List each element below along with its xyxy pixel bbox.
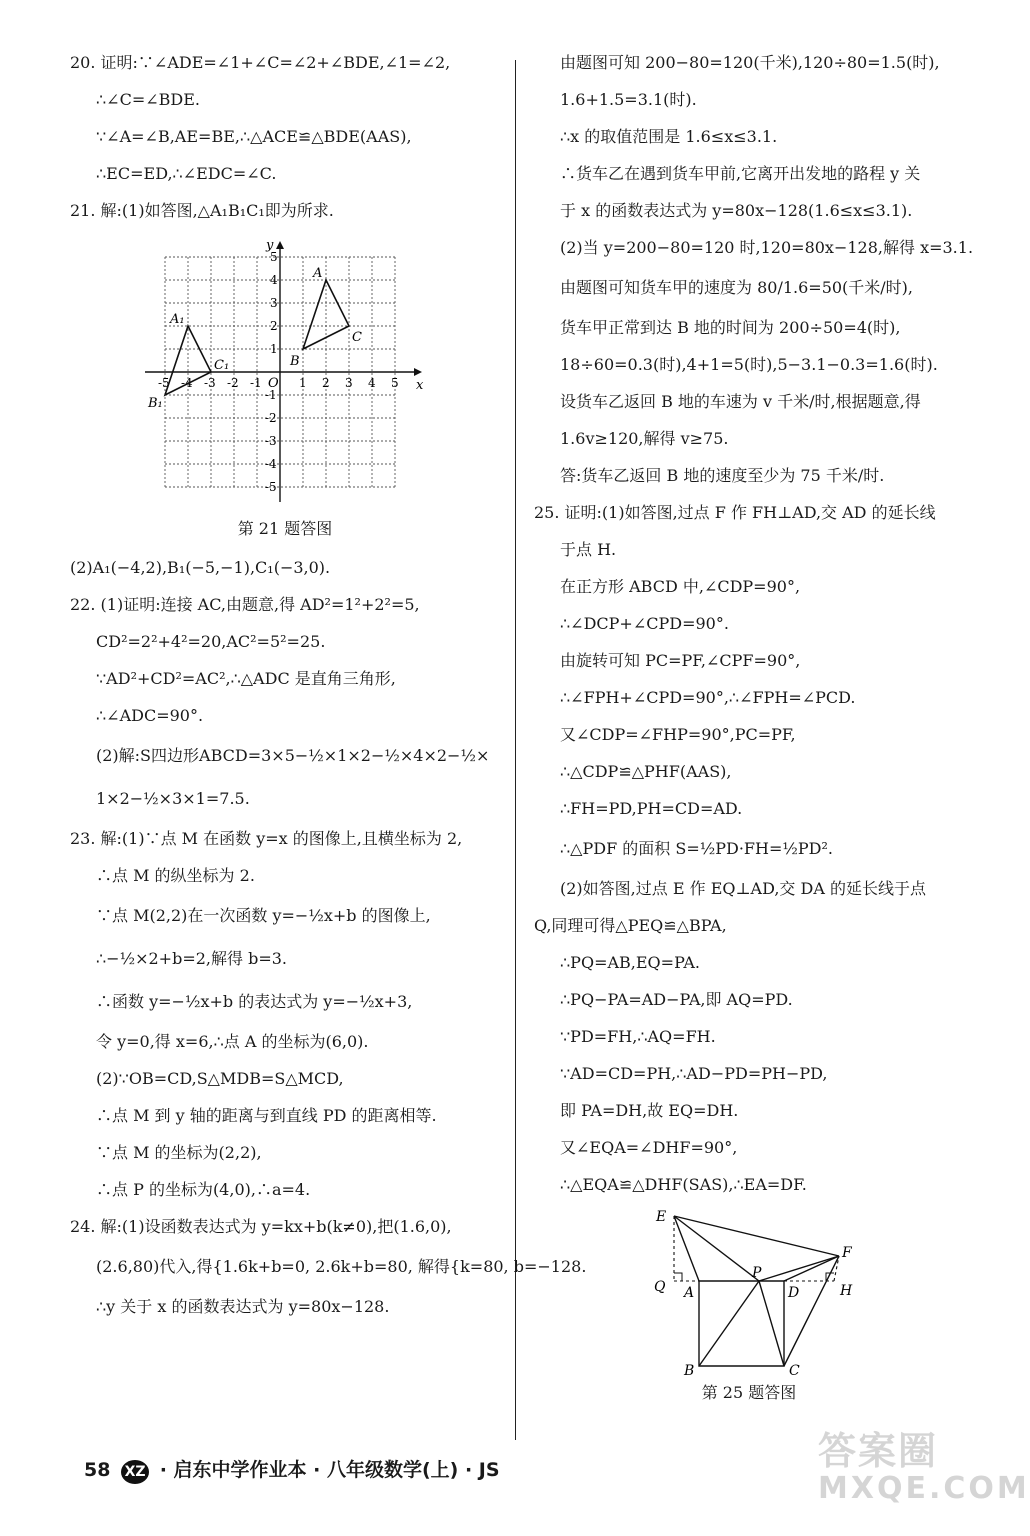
label-b: B xyxy=(290,354,300,369)
y-tick: 3 xyxy=(270,296,278,310)
watermark-text: 答案圈 xyxy=(818,1429,939,1473)
label-f: F xyxy=(842,1245,852,1261)
label-c: C xyxy=(352,330,362,345)
q24-line-9: (2)当 y=200−80=120 时,120=80x−128,解得 x=3.1. xyxy=(560,238,974,257)
label-b1: B₁ xyxy=(148,396,163,411)
segment-pb xyxy=(699,1281,759,1366)
label-d: D xyxy=(788,1285,800,1301)
label-e: E xyxy=(656,1209,667,1225)
label-p: P xyxy=(752,1265,762,1281)
y-tick: -2 xyxy=(265,411,277,425)
label-a: A xyxy=(684,1285,695,1301)
q24-line-12: 18÷60=0.3(时),4+1=5(时),5−3.1−0.3=1.6(时). xyxy=(560,355,938,374)
q23-line-6: 令 y=0,得 x=6,∴点 A 的坐标为(6,0). xyxy=(96,1032,369,1051)
q25-line-10: ∴△PDF 的面积 S=½PD·FH=½PD². xyxy=(560,839,833,858)
column-divider xyxy=(515,60,516,1440)
q24-line-1: 24. 解:(1)设函数表达式为 y=kx+b(k≠0),把(1.6,0), xyxy=(70,1217,452,1236)
q25-line-17: 即 PA=DH,故 EQ=DH. xyxy=(560,1101,739,1120)
q22-line-6: 1×2−½×3×1=7.5. xyxy=(96,789,250,808)
label-a1: A₁ xyxy=(170,312,185,327)
y-tick: -5 xyxy=(265,480,277,494)
label-h: H xyxy=(840,1283,853,1299)
x-tick: -2 xyxy=(227,376,239,390)
segment-pc xyxy=(759,1281,784,1366)
q22-line-2: CD²=2²+4²=20,AC²=5²=25. xyxy=(96,632,326,651)
figure-21-caption: 第 21 题答图 xyxy=(237,519,333,538)
q24-line-14: 1.6v≥120,解得 v≥75. xyxy=(560,429,729,448)
q20-line-1: 20. 证明:∵∠ADE=∠1+∠C=∠2+∠BDE,∠1=∠2, xyxy=(70,53,451,72)
q20-line-3: ∵∠A=∠B,AE=BE,∴△ACE≌△BDE(AAS), xyxy=(96,127,412,146)
y-tick: -1 xyxy=(265,388,277,402)
q25-line-9: ∴FH=PD,PH=CD=AD. xyxy=(560,799,743,818)
q24-line-5: 1.6+1.5=3.1(时). xyxy=(560,90,697,109)
segment-pf xyxy=(759,1256,839,1281)
y-tick: 1 xyxy=(270,342,278,356)
y-tick: -3 xyxy=(265,434,277,448)
q22-line-3: ∵AD²+CD²=AC²,∴△ADC 是直角三角形, xyxy=(96,669,396,688)
q25-line-8: ∴△CDP≌△PHF(AAS), xyxy=(560,762,732,781)
left-column xyxy=(70,52,587,1333)
q25-line-4: ∴∠DCP+∠CPD=90°. xyxy=(560,614,729,633)
x-axis-label: x xyxy=(416,378,424,393)
y-tick: 4 xyxy=(270,273,278,287)
q25-line-2: 于点 H. xyxy=(560,540,617,559)
book-title: · 启东中学作业本 · 八年级数学(上) · JS xyxy=(159,1459,500,1481)
segment-ef xyxy=(674,1216,839,1256)
page-number: 58 xyxy=(84,1459,111,1481)
right-column xyxy=(534,52,974,1421)
page-footer xyxy=(84,1455,500,1484)
q22-line-4: ∴∠ADC=90°. xyxy=(96,706,204,725)
q25-line-19: ∴△EQA≌△DHF(SAS),∴EA=DF. xyxy=(560,1175,807,1194)
q23-line-9: ∵点 M 的坐标为(2,2), xyxy=(96,1143,262,1162)
x-tick: 4 xyxy=(368,376,376,390)
q24-line-3: ∴y 关于 x 的函数表达式为 y=80x−128. xyxy=(96,1297,390,1316)
figure-21 xyxy=(140,237,430,512)
y-axis-label: y xyxy=(266,238,274,253)
x-tick: 5 xyxy=(391,376,399,390)
q21-line-1: 21. 解:(1)如答图,△A₁B₁C₁即为所求. xyxy=(70,201,334,220)
q22-line-1: 22. (1)证明:连接 AC,由题意,得 AD²=1²+2²=5, xyxy=(70,595,420,614)
q23-line-5: ∴函数 y=−½x+b 的表达式为 y=−½x+3, xyxy=(96,992,413,1011)
q23-line-1: 23. 解:(1)∵点 M 在函数 y=x 的图像上,且横坐标为 2, xyxy=(70,829,463,848)
q23-line-8: ∴点 M 到 y 轴的距离与到直线 PD 的距离相等. xyxy=(96,1106,437,1125)
x-tick: -1 xyxy=(250,376,262,390)
label-a: A xyxy=(313,266,323,281)
y-tick: 5 xyxy=(270,250,278,264)
q24-line-2: (2.6,80)代入,得{1.6k+b=0, 2.6k+b=80, 解得{k=80, b=−128. xyxy=(96,1257,587,1276)
q24-line-10: 由题图可知货车甲的速度为 80/1.6=50(千米/时), xyxy=(560,278,914,297)
x-tick: -3 xyxy=(204,376,216,390)
y-tick: -4 xyxy=(265,457,277,471)
q24-line-8: 于 x 的函数表达式为 y=80x−128(1.6≤x≤3.1). xyxy=(560,201,913,220)
x-tick: -4 xyxy=(181,376,193,390)
q23-line-10: ∴点 P 的坐标为(4,0),∴a=4. xyxy=(96,1180,311,1199)
segment-df xyxy=(784,1256,839,1281)
figure-25-caption: 第 25 题答图 xyxy=(701,1383,797,1402)
q24-line-15: 答:货车乙返回 B 地的速度至少为 75 千米/时. xyxy=(560,466,885,485)
figure-25 xyxy=(634,1209,864,1379)
label-c1: C₁ xyxy=(214,358,230,373)
q24-line-13: 设货车乙返回 B 地的车速为 v 千米/时,根据题意,得 xyxy=(560,392,921,411)
x-tick: 1 xyxy=(299,376,307,390)
q24-line-4: 由题图可知 200−80=120(千米),120÷80=1.5(时), xyxy=(560,53,940,72)
watermark-logo xyxy=(818,1420,1030,1520)
q24-line-7: ∴货车乙在遇到货车甲前,它离开出发地的路程 y 关 xyxy=(560,164,921,183)
q25-line-14: ∴PQ−PA=AD−PA,即 AQ=PD. xyxy=(560,990,793,1009)
q20-line-4: ∴EC=ED,∴∠EDC=∠C. xyxy=(96,164,277,183)
q24-line-6: ∴x 的取值范围是 1.6≤x≤3.1. xyxy=(560,127,778,146)
right-angle-q xyxy=(674,1273,682,1281)
x-axis-arrow xyxy=(414,368,422,376)
figure-25-lines xyxy=(674,1216,839,1366)
label-b: B xyxy=(684,1363,695,1379)
q23-line-7: (2)∵OB=CD,S△MDB=S△MCD, xyxy=(96,1069,344,1088)
figure-21-graph xyxy=(140,237,430,512)
x-tick: -5 xyxy=(158,376,170,390)
x-tick: 2 xyxy=(322,376,330,390)
q23-line-3: ∵点 M(2,2)在一次函数 y=−½x+b 的图像上, xyxy=(96,906,431,925)
origin-label: O xyxy=(268,376,279,391)
q25-line-15: ∵PD=FH,∴AQ=FH. xyxy=(560,1027,716,1046)
q25-line-11: (2)如答图,过点 E 作 EQ⊥AD,交 DA 的延长线于点 xyxy=(560,879,926,898)
q25-line-7: 又∠CDP=∠FHP=90°,PC=PF, xyxy=(560,725,796,744)
y-axis-arrow xyxy=(276,241,284,249)
q25-line-5: 由旋转可知 PC=PF,∠CPF=90°, xyxy=(560,651,801,670)
q23-line-4: ∴−½×2+b=2,解得 b=3. xyxy=(96,949,288,968)
label-q: Q xyxy=(654,1279,666,1295)
x-tick: 3 xyxy=(345,376,353,390)
q24-line-11: 货车甲正常到达 B 地的时间为 200÷50=4(时), xyxy=(560,318,901,337)
q25-line-12: Q,同理可得△PEQ≌△BPA, xyxy=(534,916,727,935)
y-tick: 2 xyxy=(270,319,278,333)
q25-line-18: 又∠EQA=∠DHF=90°, xyxy=(560,1138,738,1157)
q25-line-6: ∴∠FPH+∠CPD=90°,∴∠FPH=∠PCD. xyxy=(560,688,856,707)
q25-line-1: 25. 证明:(1)如答图,过点 F 作 FH⊥AD,交 AD 的延长线 xyxy=(534,503,936,522)
q22-line-5: (2)解:S四边形ABCD=3×5−½×1×2−½×4×2−½× xyxy=(96,746,490,765)
publisher-badge: XZ xyxy=(121,1460,149,1484)
q25-line-13: ∴PQ=AB,EQ=PA. xyxy=(560,953,701,972)
q20-line-2: ∴∠C=∠BDE. xyxy=(96,90,200,109)
q25-line-16: ∵AD=CD=PH,∴AD−PD=PH−PD, xyxy=(560,1064,828,1083)
q25-line-3: 在正方形 ABCD 中,∠CDP=90°, xyxy=(560,577,801,596)
figure-25-diagram xyxy=(634,1209,864,1379)
label-c: C xyxy=(789,1363,800,1379)
watermark-url: MXQE.COM xyxy=(818,1471,1030,1506)
q21-line-2: (2)A₁(−4,2),B₁(−5,−1),C₁(−3,0). xyxy=(70,558,331,577)
q23-line-2: ∴点 M 的纵坐标为 2. xyxy=(96,866,255,885)
